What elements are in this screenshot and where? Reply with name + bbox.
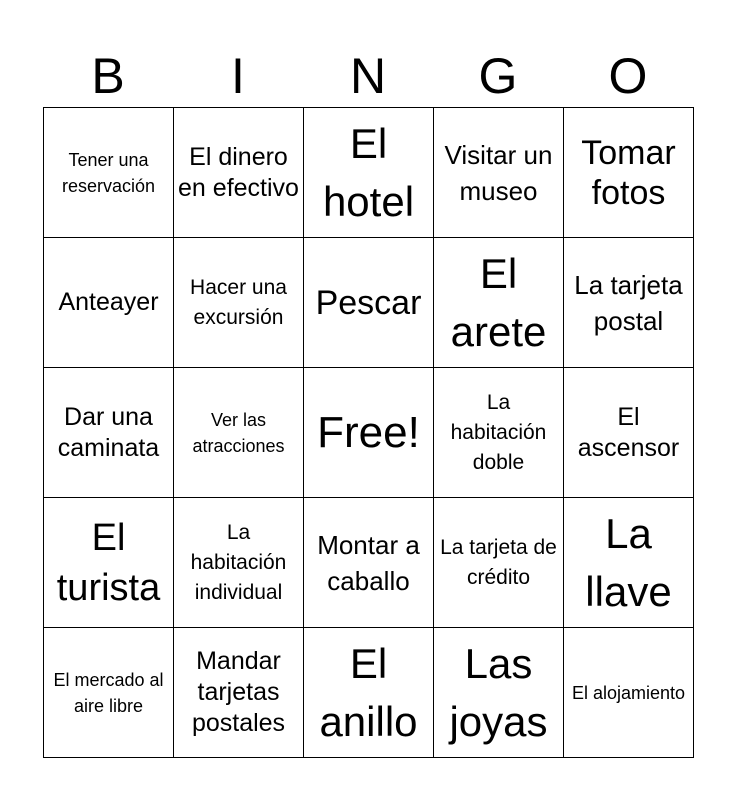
bingo-cell[interactable]: Dar una caminata <box>44 368 174 498</box>
free-space[interactable]: Free! <box>304 368 434 498</box>
board-row <box>44 368 694 498</box>
bingo-cell[interactable]: Las joyas <box>434 628 564 758</box>
board-row <box>44 498 694 628</box>
bingo-cell[interactable]: El ascensor <box>564 368 694 498</box>
header-letter-o: O <box>608 48 648 104</box>
bingo-cell[interactable]: El anillo <box>304 628 434 758</box>
header-letter-n: N <box>349 48 387 104</box>
bingo-cell[interactable]: El mercado al aire libre <box>44 628 174 758</box>
bingo-cell[interactable]: La habitación individual <box>174 498 304 628</box>
bingo-cell[interactable]: La habitación doble <box>434 368 564 498</box>
bingo-cell[interactable]: El arete <box>434 238 564 368</box>
bingo-cell[interactable]: La tarjeta de crédito <box>434 498 564 628</box>
bingo-cell[interactable]: La tarjeta postal <box>564 238 694 368</box>
bingo-cell[interactable]: Tomar fotos <box>564 108 694 238</box>
header-letter-b: B <box>91 48 125 104</box>
bingo-cell[interactable]: Visitar un museo <box>434 108 564 238</box>
bingo-cell[interactable]: El turista <box>44 498 174 628</box>
bingo-board <box>43 107 694 758</box>
header-letter-i: I <box>231 48 245 104</box>
board-row <box>44 108 694 238</box>
bingo-header <box>43 48 693 104</box>
bingo-cell[interactable]: Mandar tarjetas postales <box>174 628 304 758</box>
bingo-cell[interactable]: Pescar <box>304 238 434 368</box>
bingo-cell[interactable]: Ver las atracciones <box>174 368 304 498</box>
bingo-cell[interactable]: Montar a caballo <box>304 498 434 628</box>
bingo-cell[interactable]: Anteayer <box>44 238 174 368</box>
header-letter-g: G <box>478 48 518 104</box>
board-row <box>44 238 694 368</box>
bingo-cell[interactable]: El dinero en efectivo <box>174 108 304 238</box>
bingo-cell[interactable]: El alojamiento <box>564 628 694 758</box>
bingo-cell[interactable]: Hacer una excursión <box>174 238 304 368</box>
bingo-cell[interactable]: El hotel <box>304 108 434 238</box>
bingo-cell[interactable]: La llave <box>564 498 694 628</box>
bingo-cell[interactable]: Tener una reservación <box>44 108 174 238</box>
board-row <box>44 628 694 758</box>
